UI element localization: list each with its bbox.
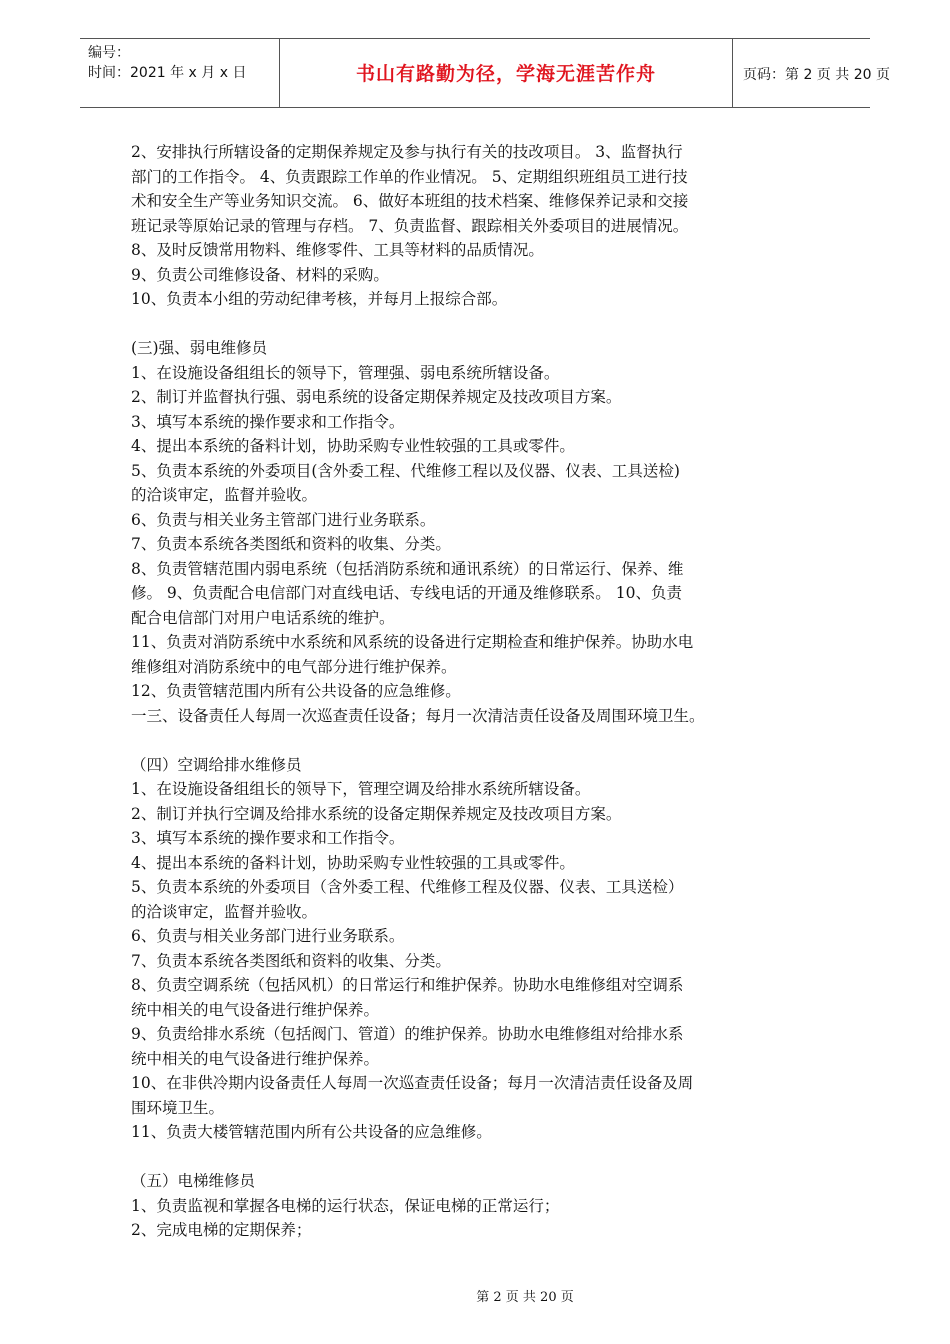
body-text-line: 部门的工作指令。 4、负责跟踪工作单的作业情况。 5、定期组织班组员工进行技 bbox=[131, 167, 688, 186]
body-text-line: 1、在设施设备组组长的领导下，管理空调及给排水系统所辖设备。 bbox=[131, 780, 591, 798]
body-text-line: 2、完成电梯的定期保养； bbox=[131, 1221, 312, 1239]
body-text-line: 9、负责公司维修设备、材料的采购。 bbox=[131, 265, 389, 284]
body-text-line: 7、负责本系统各类图纸和资料的收集、分类。 bbox=[131, 951, 451, 970]
body-text-line: 班记录等原始记录的管理与存档。 7、负责监督、跟踪相关外委项目的进展情况。 bbox=[131, 216, 689, 235]
body-text-line: 8、负责空调系统（包括风机）的日常运行和维护保养。协助水电维修组对空调系 bbox=[131, 976, 684, 994]
body-text-line: 5、负责本系统的外委项目（含外委工程、代维修工程及仪器、仪表、工具送检） bbox=[131, 878, 684, 896]
body-text-line: 11、负责对消防系统中水系统和风系统的设备进行定期检查和维护保养。协助水电 bbox=[131, 633, 694, 651]
body-text-line: 1、负责监视和掌握各电梯的运行状态，保证电梯的正常运行； bbox=[131, 1196, 560, 1215]
paragraph-gap bbox=[131, 1145, 831, 1170]
page-header bbox=[80, 38, 890, 108]
body-text-line: 10、负责本小组的劳动纪律考核，并每月上报综合部。 bbox=[131, 290, 508, 308]
body-text-line: 2、制订并监督执行强、弱电系统的设备定期保养规定及技改项目方案。 bbox=[131, 388, 622, 406]
body-text-line: 7、负责本系统各类图纸和资料的收集、分类。 bbox=[131, 535, 451, 553]
body-text-line: 4、提出本系统的备料计划，协助采购专业性较强的工具或零件。 bbox=[131, 437, 575, 455]
body-text-line: 修。 9、负责配合电信部门对直线电话、专线电话的开通及维修联系。 10、负责 bbox=[131, 584, 682, 602]
body-text-line: 维修组对消防系统中的电气部分进行维护保养。 bbox=[131, 657, 457, 676]
body-text-line: (三)强、弱电维修员 bbox=[131, 339, 268, 357]
document-body bbox=[131, 140, 831, 1243]
body-text-line: 6、负责与相关业务部门进行业务联系。 bbox=[131, 927, 405, 945]
body-text-line: 统中相关的电气设备进行维护保养。 bbox=[131, 1049, 380, 1068]
header-motto-cell bbox=[280, 39, 733, 107]
body-text-line: 2、安排执行所辖设备的定期保养规定及参与执行有关的技改项目。 3、监督执行 bbox=[131, 143, 683, 161]
header-page-number: 页码：第 2 页 共 20 页 bbox=[743, 67, 890, 83]
body-text-line: 一三、设备责任人每周一次巡查责任设备；每月一次清洁责任设备及周围环境卫生。 bbox=[131, 706, 705, 725]
body-text-line: 12、负责管辖范围内所有公共设备的应急维修。 bbox=[131, 682, 461, 700]
body-text-line: 术和安全生产等业务知识交流。 6、做好本班组的技术档案、维修保养记录和交接 bbox=[131, 192, 689, 210]
body-text-line: 11、负责大楼管辖范围内所有公共设备的应急维修。 bbox=[131, 1123, 492, 1141]
document-time-label: 时间：2021 年 x 月 x 日 bbox=[88, 65, 247, 81]
body-text-line: 3、填写本系统的操作要求和工作指令。 bbox=[131, 412, 405, 431]
body-text-line: 配合电信部门对用户电话系统的维护。 bbox=[131, 608, 395, 627]
body-text-line: 1、在设施设备组组长的领导下，管理强、弱电系统所辖设备。 bbox=[131, 363, 560, 382]
document-code-label: 编号： bbox=[88, 45, 130, 61]
body-text-line: 4、提出本系统的备料计划，协助采购专业性较强的工具或零件。 bbox=[131, 853, 575, 872]
body-text-line: 3、填写本系统的操作要求和工作指令。 bbox=[131, 829, 405, 847]
paragraph-gap bbox=[131, 728, 831, 753]
body-text-line: 10、在非供冷期内设备责任人每周一次巡查责任设备；每月一次清洁责任设备及周 bbox=[131, 1074, 694, 1092]
body-text-line: 8、及时反馈常用物料、维修零件、工具等材料的品质情况。 bbox=[131, 241, 544, 259]
paragraph-gap bbox=[131, 312, 831, 337]
body-text-line: 的洽谈审定，监督并验收。 bbox=[131, 902, 318, 921]
page-footer-number: 第 2 页 共 20 页 bbox=[476, 1290, 574, 1305]
header-motto: 书山有路勤为径，学海无涯苦作舟 bbox=[355, 63, 656, 85]
header-meta-cell bbox=[80, 39, 280, 107]
body-text-line: 6、负责与相关业务主管部门进行业务联系。 bbox=[131, 510, 436, 529]
body-text-line: 8、负责管辖范围内弱电系统（包括消防系统和通讯系统）的日常运行、保养、维 bbox=[131, 559, 684, 578]
body-text-line: 统中相关的电气设备进行维护保养。 bbox=[131, 1000, 380, 1019]
body-text-line: 9、负责给排水系统（包括阀门、管道）的维护保养。协助水电维修组对给排水系 bbox=[131, 1025, 684, 1043]
body-text-line: 5、负责本系统的外委项目(含外委工程、代维修工程以及仪器、仪表、工具送检) bbox=[131, 461, 680, 480]
header-page-cell bbox=[733, 39, 890, 107]
body-text-line: 的洽谈审定，监督并验收。 bbox=[131, 486, 318, 504]
body-text-line: （四）空调给排水维修员 bbox=[131, 755, 302, 774]
body-text-line: 2、制订并执行空调及给排水系统的设备定期保养规定及技改项目方案。 bbox=[131, 804, 622, 823]
body-text-line: （五）电梯维修员 bbox=[131, 1172, 256, 1190]
body-text-line: 围环境卫生。 bbox=[131, 1098, 225, 1117]
